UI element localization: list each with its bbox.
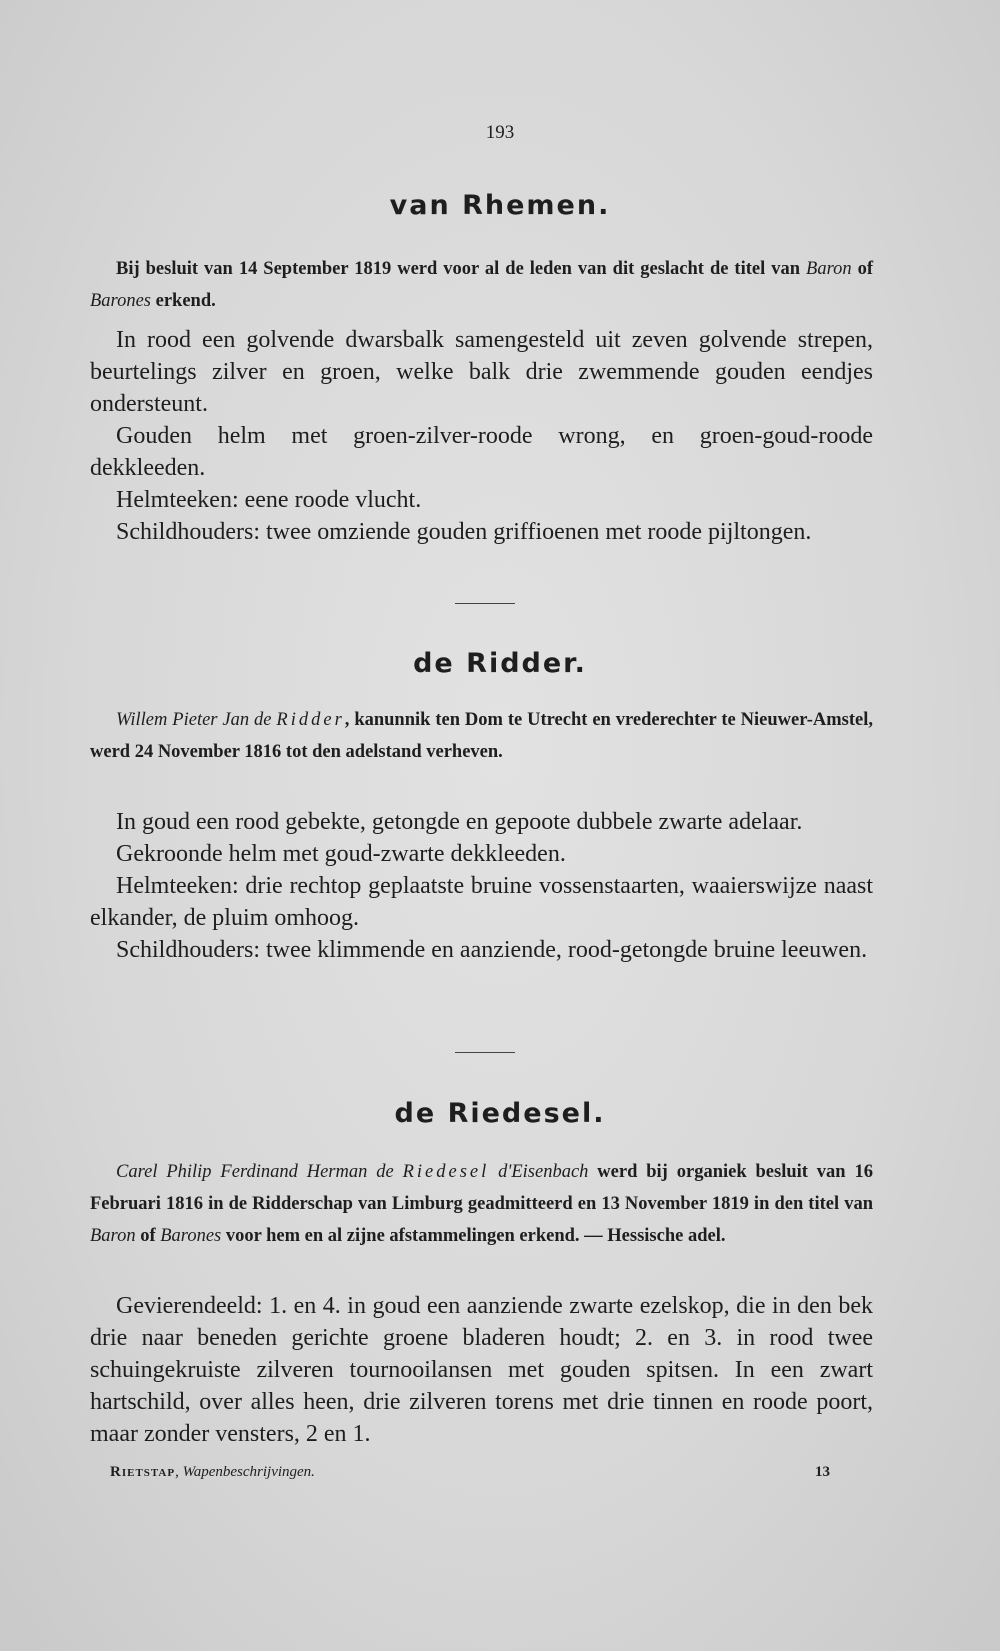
heading-van-rhemen: van Rhemen. bbox=[389, 190, 611, 221]
rhemen-crest: Helmteeken: eene roode vlucht. bbox=[116, 487, 422, 513]
footer-work: Wapenbeschrijvingen. bbox=[182, 1464, 315, 1480]
section-divider bbox=[455, 603, 515, 604]
ridder-helm: Gekroonde helm met goud-zwarte dekkleeden. bbox=[116, 841, 566, 867]
ridder-crest: Helmteeken: drie rechtop geplaatste bruine vossenstaarten, waaierswijze naast elkander, de pluim omhoog. bbox=[90, 873, 873, 931]
heading-de-riedesel: de Riedesel. bbox=[394, 1098, 606, 1129]
page-number: 193 bbox=[485, 122, 515, 143]
section-divider bbox=[455, 1052, 515, 1053]
rhemen-shield: In rood een golvende dwarsbalk samengesteld uit zeven golvende strepen, beurtelings zilver en groen, welke balk drie zwemmende gouden eendjes ondersteunt. bbox=[90, 327, 873, 417]
rhemen-blazon bbox=[90, 324, 873, 548]
heading-de-ridder: de Ridder. bbox=[413, 648, 587, 679]
rhemen-supporters: Schildhouders: twee omziende gouden griffioenen met roode pijltongen. bbox=[116, 519, 812, 545]
page-footer: Rietstap, Wapenbeschrijvingen. 13 bbox=[110, 1464, 830, 1480]
rhemen-helm: Gouden helm met groen-zilver-roode wrong, en groen-goud-roode dekkleeden. bbox=[90, 423, 873, 481]
riedesel-shield: Gevierendeeld: 1. en 4. in goud een aanziende zwarte ezelskop, die in den bek drie naar beneden gerichte groene bladeren houdt; 2. en 3. in rood twee schuingekruiste zilveren tournooilansen met gouden spitsen. In een zwart hartschild, over alles heen, drie zilveren torens met drie tinnen en roode poort, maar zonder vensters, 2 en 1. bbox=[90, 1293, 873, 1447]
ridder-intro: Willem Pieter Jan de Ridder, kanunnik ten Dom te Utrecht en vrederechter te Nieuwer-Amstel, werd 24 November 1816 tot den adelstand verheven. bbox=[90, 710, 873, 762]
ridder-supporters: Schildhouders: twee klimmende en aanziende, rood-getongde bruine leeuwen. bbox=[116, 937, 868, 963]
riedesel-blazon bbox=[90, 1290, 873, 1450]
footer-author: Rietstap bbox=[110, 1464, 176, 1480]
riedesel-intro: Carel Philip Ferdinand Herman de Riedesel d'Eisenbach werd bij organiek besluit van 16 Februari 1816 in de Ridderschap van Limburg geadmitteerd en 13 November 1819 in den titel van Baron of Barones voor hem en al zijne afstammelingen erkend. — Hessische adel. bbox=[90, 1162, 873, 1246]
ridder-shield: In goud een rood gebekte, getongde en gepoote dubbele zwarte adelaar. bbox=[116, 809, 803, 835]
footer-signature: 13 bbox=[815, 1464, 830, 1480]
ridder-blazon bbox=[90, 806, 873, 966]
rhemen-intro: Bij besluit van 14 September 1819 werd voor al de leden van dit geslacht de titel van Baron of Barones erkend. bbox=[90, 259, 873, 311]
